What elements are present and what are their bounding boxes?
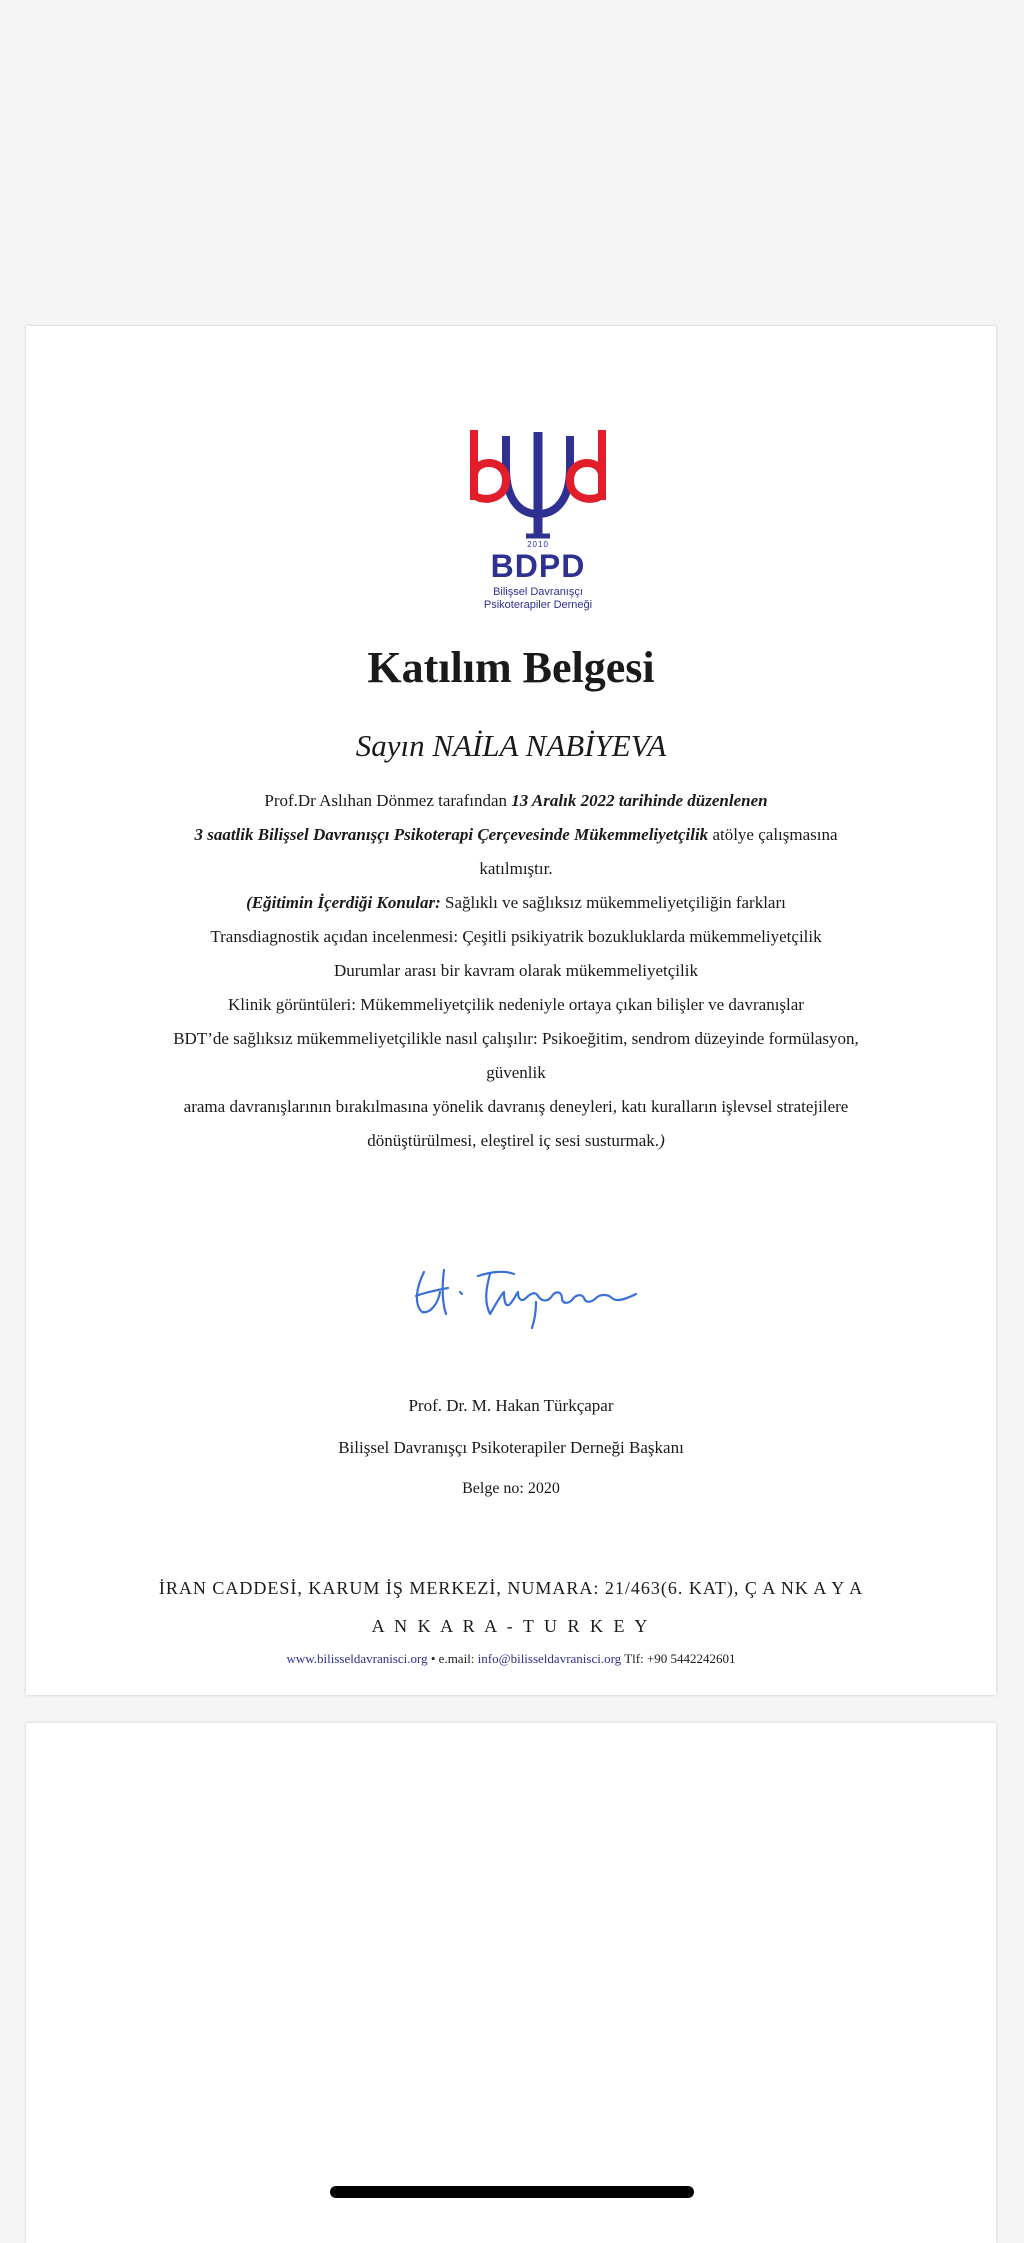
certificate-title: Katılım Belgesi [367,643,655,692]
salutation [26,728,996,764]
email-link[interactable]: info@bilisseldavranisci.org [477,1651,622,1666]
signer-title: Bilişsel Davranışçı Psikoterapiler Derneği Başkanı [338,1438,684,1457]
topics-close: ) [659,1131,665,1150]
topic-4: Klinik görüntüleri: Mükemmeliyetçilik nedeniyle ortaya çıkan bilişler ve davranışlar [228,995,804,1014]
topic-3: Durumlar arası bir kavram olarak mükemmeliyetçilik [334,961,698,980]
logo-abbreviation: BDPD [490,548,586,584]
workshop-suffix: atölye çalışmasına katılmıştır. [479,825,838,878]
bdpd-logo [462,428,614,624]
topics-label: (Eğitimin İçerdiği Konular: [246,893,441,912]
email-label: • e.mail: [427,1651,478,1666]
logo-year: 2010 [527,540,549,549]
phone-text: Tlf: +90 5442242601 [621,1651,736,1666]
topic-6: arama davranışlarının bırakılmasına yönelik davranış deneyleri, katı kuralların işlevsel stratejilere [183,1097,849,1116]
date-phrase: 13 Aralık 2022 tarihinde düzenlenen [511,791,768,810]
blank-page [26,1723,996,2243]
signer-name: Prof. Dr. M. Hakan Türkçapar [408,1396,614,1415]
topics-list [156,886,876,1158]
home-indicator[interactable] [330,2186,694,2198]
topic-2: Transdiagnostik açıdan incelenmesi: Çeşitli psikiyatrik bozukluklarda mükemmeliyetçilik [210,927,822,946]
certificate-body [156,784,876,1158]
topic-1: Sağlıklı ve sağlıksız mükemmeliyetçiliğin farkları [440,893,786,912]
psi-symbol-icon [462,428,614,540]
organizer-text: Prof.Dr Aslıhan Dönmez tarafından [264,791,512,810]
salutation-prefix: Sayın [355,728,433,763]
logo-line-1: Bilişsel Davranışçı [493,586,583,598]
document-number: Belge no: 2020 [462,1480,560,1497]
address-line-1: İRAN CADDESİ, KARUM İŞ MERKEZİ, NUMARA: 21/463(6. KAT), Ç A NK A Y A [158,1578,864,1598]
topic-5: BDT’de sağlıksız mükemmeliyetçilikle nasıl çalışılır: Psikoeğitim, sendrom düzeyinde formülasyon, güvenlik [173,1029,859,1082]
signature-icon [386,1252,686,1332]
workshop-title: 3 saatlik Bilişsel Davranışçı Psikoterapi Çerçevesinde Mükemmeliyetçilik [194,825,709,844]
topic-7: dönüştürülmesi, eleştirel iç sesi susturmak. [367,1131,660,1150]
contact-line [26,1651,996,1667]
body-paragraph [156,784,876,886]
logo-line-2: Psikoterapiler Derneği [483,599,593,611]
certificate-page [26,326,996,1695]
address-line-2: A N K A R A - T U R K E Y [371,1616,651,1636]
website-link[interactable]: www.bilisseldavranisci.org [286,1651,428,1666]
recipient-name: NAİLA NABİYEVA [432,728,667,763]
